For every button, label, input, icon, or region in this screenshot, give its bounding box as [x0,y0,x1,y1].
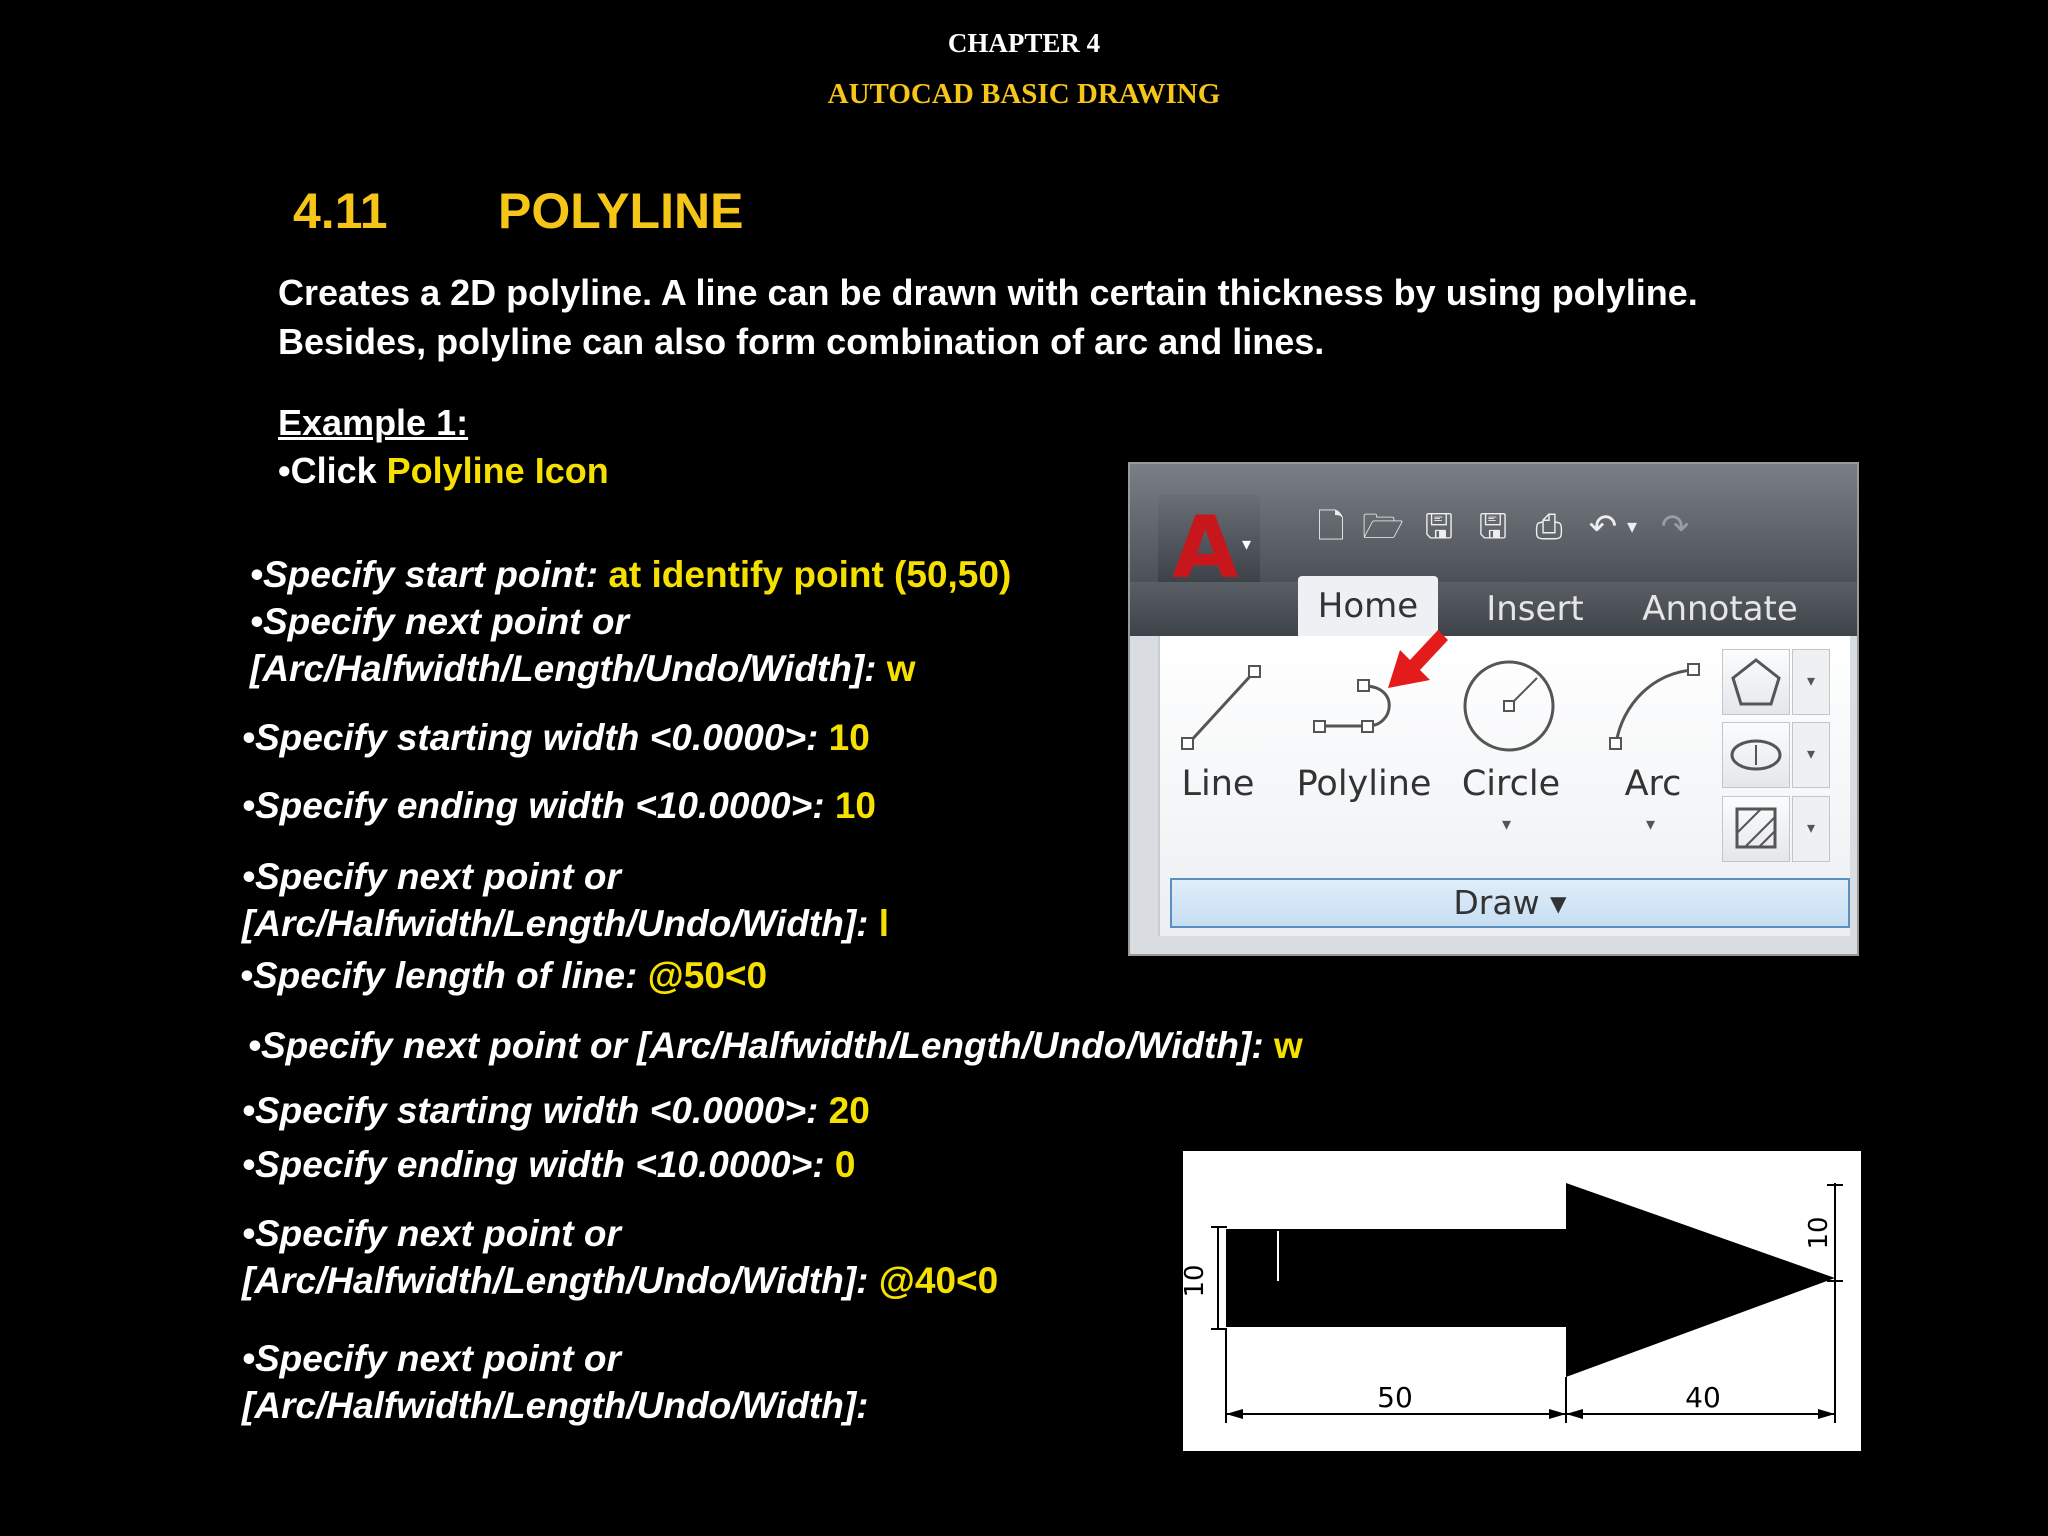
autocad-logo-icon: A [1172,498,1239,598]
step-11 [242,1141,855,1188]
redo-icon[interactable]: ↷ [1660,508,1690,546]
step-prompt: [Arc/Halfwidth/Length/Undo/Width]: [242,903,879,944]
dim-height-right: 10 [1804,1216,1834,1250]
step-value: w [886,648,916,689]
step-4 [242,714,870,761]
tab-annotate[interactable]: Annotate [1642,589,1798,629]
step-value: @50<0 [647,955,768,996]
undo-dropdown-icon[interactable]: ▾ [1626,516,1638,538]
step-2 [250,598,629,645]
step-prompt: •Specify next point or [242,856,621,897]
step-prompt: •Specify starting width <0.0000>: [242,1090,829,1131]
click-target: Polyline Icon [386,450,609,491]
line-tool-label[interactable]: Line [1181,764,1255,804]
open-folder-icon[interactable]: 🗁 [1362,508,1405,546]
red-pointer-arrow-icon [1380,616,1460,696]
arrow-drawing [1183,1151,1861,1451]
description-line-1: Creates a 2D polyline. A line can be drawn with certain thickness by using polyline. [278,272,1698,313]
circle-tool-icon[interactable] [1455,650,1565,760]
step-5 [242,782,876,829]
step-1 [250,551,1011,598]
step-prompt: •Specify length of line: [240,955,648,996]
click-instruction [278,446,609,495]
step-prompt: •Specify next point or [242,1338,621,1379]
step-value: w [1273,1025,1303,1066]
ellipse-dropdown-icon[interactable]: ▾ [1792,722,1830,788]
circle-tool-label[interactable]: Circle [1461,764,1561,804]
dim-length-40: 40 [1685,1381,1721,1414]
click-prefix: •Click [278,450,387,491]
step-3 [250,645,916,692]
step-12 [242,1210,621,1257]
application-button[interactable] [1158,494,1260,598]
step-value: 0 [834,1144,856,1185]
step-8 [240,952,767,999]
hatch-icon [1723,797,1789,861]
print-icon[interactable]: ⎙ [1535,508,1563,546]
arc-tool-icon[interactable] [1598,654,1708,764]
dim-length-50: 50 [1377,1381,1413,1414]
arc-tool-label[interactable]: Arc [1624,764,1682,804]
new-file-icon[interactable]: 🗋 [1317,508,1345,546]
tab-insert[interactable]: Insert [1486,589,1584,629]
circle-dropdown-icon[interactable]: ▾ [1502,814,1512,834]
step-prompt: •Specify start point: [250,554,609,595]
step-value: @40<0 [878,1260,999,1301]
dim-height-left: 10 [1183,1264,1210,1298]
step-value: at identify point (50,50) [608,554,1012,595]
step-prompt: [Arc/Halfwidth/Length/Undo/Width]: [250,648,887,689]
example-title: Example 1: [278,402,469,443]
undo-icon[interactable]: ↶ [1588,508,1618,546]
arc-dropdown-icon[interactable]: ▾ [1646,814,1656,834]
section-number: 4.11 [293,183,388,239]
chapter-heading: CHAPTER 4 [947,28,1101,58]
save-icon[interactable]: 🖫 [1424,508,1454,546]
arrow-head [1566,1183,1835,1377]
step-value: 10 [834,785,876,826]
step-prompt: •Specify ending width <10.0000>: [242,785,835,826]
ellipse-tool-button[interactable] [1722,722,1790,788]
step-prompt: •Specify next point or [242,1213,621,1254]
step-prompt: [Arc/Halfwidth/Length/Undo/Width]: [242,1385,869,1426]
polyline-tool-label[interactable]: Polyline [1296,764,1432,804]
polygon-icon [1723,650,1789,714]
polyline-arrow-diagram [1183,1151,1861,1451]
step-prompt: •Specify ending width <10.0000>: [242,1144,835,1185]
step-13 [242,1257,998,1304]
chapter-subtitle: AUTOCAD BASIC DRAWING [827,78,1221,110]
step-15 [242,1382,869,1429]
chevron-down-icon: ▾ [1242,534,1252,554]
tab-home[interactable]: Home [1298,576,1438,636]
polygon-tool-button[interactable] [1722,649,1790,715]
step-prompt: [Arc/Halfwidth/Length/Undo/Width]: [242,1260,879,1301]
hatch-dropdown-icon[interactable]: ▾ [1792,796,1830,862]
autocad-ribbon-screenshot [1128,462,1859,956]
step-prompt: •Specify starting width <0.0000>: [242,717,829,758]
polygon-dropdown-icon[interactable]: ▾ [1792,649,1830,715]
step-prompt: •Specify next point or [Arc/Halfwidth/Length/Undo/Width]: [248,1025,1274,1066]
hatch-tool-button[interactable] [1722,796,1790,862]
ellipse-icon [1723,723,1789,787]
save-as-icon[interactable]: 🖫 [1478,508,1508,546]
step-14 [242,1335,621,1382]
section-title: POLYLINE [498,183,744,239]
step-9 [248,1022,1303,1069]
description-line-2: Besides, polyline can also form combination of arc and lines. [278,321,1325,362]
step-prompt: •Specify next point or [250,601,629,642]
line-tool-icon[interactable] [1170,654,1270,764]
step-value: l [878,903,890,944]
step-6 [242,853,621,900]
step-10 [242,1087,870,1134]
draw-panel-label[interactable]: Draw ▾ [1170,878,1850,928]
step-value: 10 [828,717,870,758]
step-value: 20 [828,1090,870,1131]
step-7 [242,900,889,947]
